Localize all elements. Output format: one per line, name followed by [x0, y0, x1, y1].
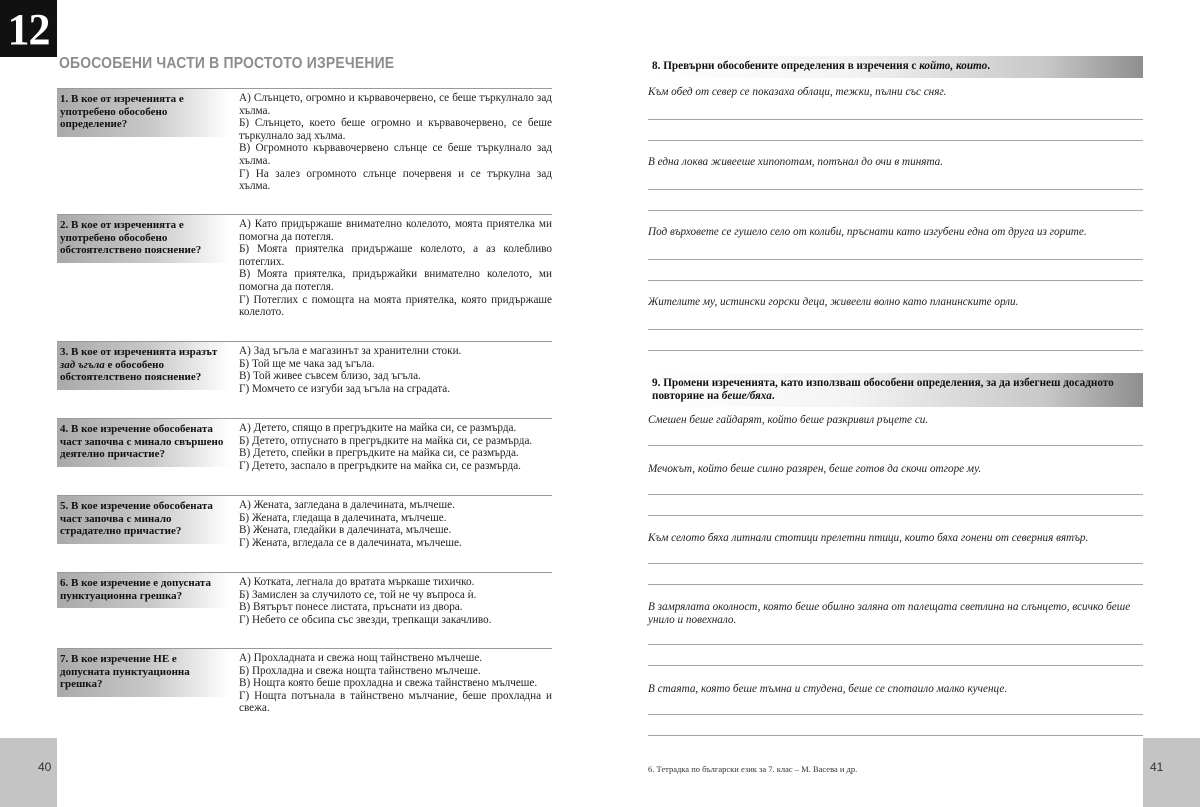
question-7-answers [239, 652, 552, 715]
exercise-8-heading-end: . [987, 60, 990, 72]
question-7 [57, 648, 552, 715]
exercise-9-item-3 [648, 532, 1143, 545]
answer-option[interactable]: Г) Жената, вгледала се в далечината, мълчеше. [239, 536, 462, 549]
exercise-8-item-2 [648, 156, 1143, 169]
answer-option[interactable]: Г) Момчето се изгуби зад ъгъла на сградата. [239, 382, 451, 395]
exercise-9-heading-end: . [771, 389, 775, 402]
question-1 [57, 88, 552, 193]
answer-option[interactable]: А) Котката, легнала до вратата мъркаше тихичко. [239, 576, 475, 588]
answer-option[interactable]: А) Детето, спящо в прегръдките на майка си, се размърда. [239, 422, 517, 434]
question-4-prompt: 4. В кое изречение обособената част започва с минало свършено деятелно причастие? [57, 419, 230, 467]
answer-option[interactable]: Б) Жената, гледаща в далечината, мълчеше. [239, 511, 447, 524]
exercise-sentence: Към селото бяха литнали стотици прелетни птици, които бяха гонени от северния вятър. [648, 532, 1089, 544]
question-4 [57, 418, 552, 472]
chapter-title: ОБОСОБЕНИ ЧАСТИ В ПРОСТОТО ИЗРЕЧЕНИЕ [59, 55, 395, 72]
question-7-prompt: 7. В кое изречение НЕ е допусната пунктуационна грешка? [57, 649, 230, 697]
exercise-sentence: В една локва живееше хипопотам, потънал до очи в тинята. [648, 156, 944, 168]
exercise-sentence: Към обед от север се показаха облаци, тежки, пълни със сняг. [648, 86, 947, 98]
question-6 [57, 572, 552, 626]
question-6-prompt: 6. В кое изречение е допусната пунктуационна грешка? [57, 573, 230, 608]
question-3 [57, 341, 552, 395]
answer-option[interactable]: Б) Моята приятелка придържаше колелото, а аз колебливо потеглих. [239, 243, 552, 268]
answer-line[interactable] [648, 563, 1143, 564]
answer-line[interactable] [648, 494, 1143, 495]
exercise-8-item-3 [648, 226, 1143, 239]
exercise-8-item-4 [648, 296, 1143, 309]
answer-option[interactable]: Б) Детето, отпуснато в прегръдките на майка си, се размърда. [239, 434, 533, 447]
exercise-sentence: Мечокът, който беше силно разярен, беше готов да скочи отгоре му. [648, 463, 982, 475]
exercise-9-heading-emphasis: беше/бяха [721, 389, 772, 402]
footnote: 6. Тетрадка по български език за 7. клас – М. Васева и др. [648, 764, 858, 774]
exercise-sentence: В замрялата околност, която беше обилно заляна от палещата светлина на слънцето, всичко беше унило и повехнало. [648, 601, 1131, 626]
exercise-sentence: Жителите му, истински горски деца, живеели волно като планинските орли. [648, 296, 1019, 308]
question-1-answers [239, 92, 552, 193]
exercise-sentence: Под върховете се гушело село от колиби, пръснати като изгубени една от друга из горите. [648, 226, 1087, 238]
exercise-8-heading [648, 56, 1143, 78]
answer-option[interactable]: В) Жената, гледайки в далечината, мълчеше. [239, 524, 452, 537]
answer-option[interactable]: Б) Прохладна и свежа нощта тайнствено мълчеше. [239, 664, 481, 677]
exercise-9-item-2 [648, 463, 1143, 476]
exercise-9-heading [648, 373, 1143, 407]
answer-option[interactable]: А) Слънцето, огромно и кървавочервено, се беше търкулнало зад хълма. [239, 92, 552, 117]
answer-option[interactable]: Г) Нощта потъналa в тайнствено мълчание, беше прохладна и свежа. [239, 689, 552, 715]
answer-option[interactable]: В) Детето, спейки в прегръдките на майка си, се размърда. [239, 447, 519, 460]
question-3-prompt-emphasis: зад ъгъла [60, 358, 105, 371]
answer-line[interactable] [648, 119, 1143, 120]
answer-option[interactable]: Б) Замислен за случилото се, той не чу въпроса ѝ. [239, 588, 477, 601]
answer-line[interactable] [648, 189, 1143, 190]
chapter-number: 12 [0, 0, 57, 57]
question-3-answers [239, 345, 552, 395]
left-page-number: 40 [38, 760, 52, 774]
question-2 [57, 214, 552, 319]
answer-option[interactable]: Г) Детето, заспало в прегръдките на майка си, се размърда. [239, 459, 521, 472]
answer-option[interactable]: Б) Той ще ме чака зад ъгъла. [239, 357, 375, 370]
answer-option[interactable]: Г) На залез огромното слънце почервеня и се търкулна зад хълма. [239, 167, 552, 193]
question-2-prompt: 2. В кое от изреченията е употребено обособено обстоятелствено пояснение? [57, 215, 230, 263]
answer-line[interactable] [648, 714, 1143, 715]
answer-line[interactable] [648, 350, 1143, 351]
exercise-8-item-1 [648, 86, 1143, 99]
exercise-sentence: В стаята, която беше тъмна и студена, беше се спотаило малко кученце. [648, 683, 1008, 695]
answer-option[interactable]: А) Като придържаше внимателно колелото, моята приятелка ми помогна да потегля. [239, 218, 552, 243]
answer-line[interactable] [648, 259, 1143, 260]
answer-line[interactable] [648, 665, 1143, 666]
question-5-answers [239, 499, 552, 549]
answer-option[interactable]: А) Жената, загледана в далечината, мълчеше. [239, 499, 455, 511]
answer-line[interactable] [648, 445, 1143, 446]
answer-option[interactable]: В) Нощта която беше прохладна и свежа тайнствено мълчеше. [239, 677, 538, 690]
exercise-8-heading-start: 8. Превърни обособените определения в изречения с [652, 60, 920, 72]
question-1-prompt: 1. В кое от изреченията е употребено обособено определение? [57, 89, 230, 137]
answer-option[interactable]: В) Огромното кървавочервено слънце се беше търкулнало зад хълма. [239, 142, 552, 167]
answer-option[interactable]: А) Прохладната и свежа нощ тайнствено мълчеше. [239, 652, 483, 664]
exercise-9-heading-start: 9. Промени изреченията, като използваш обособени определения, за да избегнеш досадното повторяне на [652, 377, 1114, 402]
exercise-9-item-1 [648, 414, 1143, 427]
question-6-answers [239, 576, 552, 626]
answer-option[interactable]: В) Той живее съвсем близо, зад ъгъла. [239, 370, 421, 383]
answer-line[interactable] [648, 584, 1143, 585]
answer-option[interactable]: В) Вятърът понесе листата, пръснати из двора. [239, 601, 463, 614]
question-3-prompt [57, 342, 230, 390]
question-3-prompt-end: е обособено обстоятелствено пояснение? [60, 358, 202, 384]
exercise-sentence: Смешен беше гайдарят, който беше разкривил ръцете си. [648, 414, 929, 426]
question-5-prompt: 5. В кое изречение обособената част започва с минало страдателно причастие? [57, 496, 230, 544]
answer-line[interactable] [648, 280, 1143, 281]
answer-option[interactable]: Б) Слънцето, което беше огромно и кървавочервено, се беше търкулнало зад хълма. [239, 117, 552, 142]
question-5 [57, 495, 552, 549]
question-3-prompt-start: 3. В кое от изреченията изразът [60, 346, 218, 358]
answer-line[interactable] [648, 329, 1143, 330]
exercise-9-item-4 [648, 601, 1143, 627]
answer-line[interactable] [648, 644, 1143, 645]
question-4-answers [239, 422, 552, 472]
answer-line[interactable] [648, 735, 1143, 736]
answer-option[interactable]: Г) Потеглих с помощта на моята приятелка, която придържаше колелото. [239, 293, 552, 319]
answer-option[interactable]: Г) Небето се обсипа със звезди, трепкащи закачливо. [239, 613, 492, 626]
answer-line[interactable] [648, 210, 1143, 211]
answer-line[interactable] [648, 515, 1143, 516]
answer-option[interactable]: А) Зад ъгъла е магазинът за хранителни стоки. [239, 345, 462, 357]
right-page-number: 41 [1150, 760, 1164, 774]
exercise-9-item-5 [648, 683, 1143, 696]
question-2-answers [239, 218, 552, 319]
answer-option[interactable]: В) Моята приятелка, придържайки внимателно колелото, ми помогна да потегля. [239, 268, 552, 293]
answer-line[interactable] [648, 140, 1143, 141]
exercise-8-heading-emphasis: който, които [919, 60, 988, 72]
